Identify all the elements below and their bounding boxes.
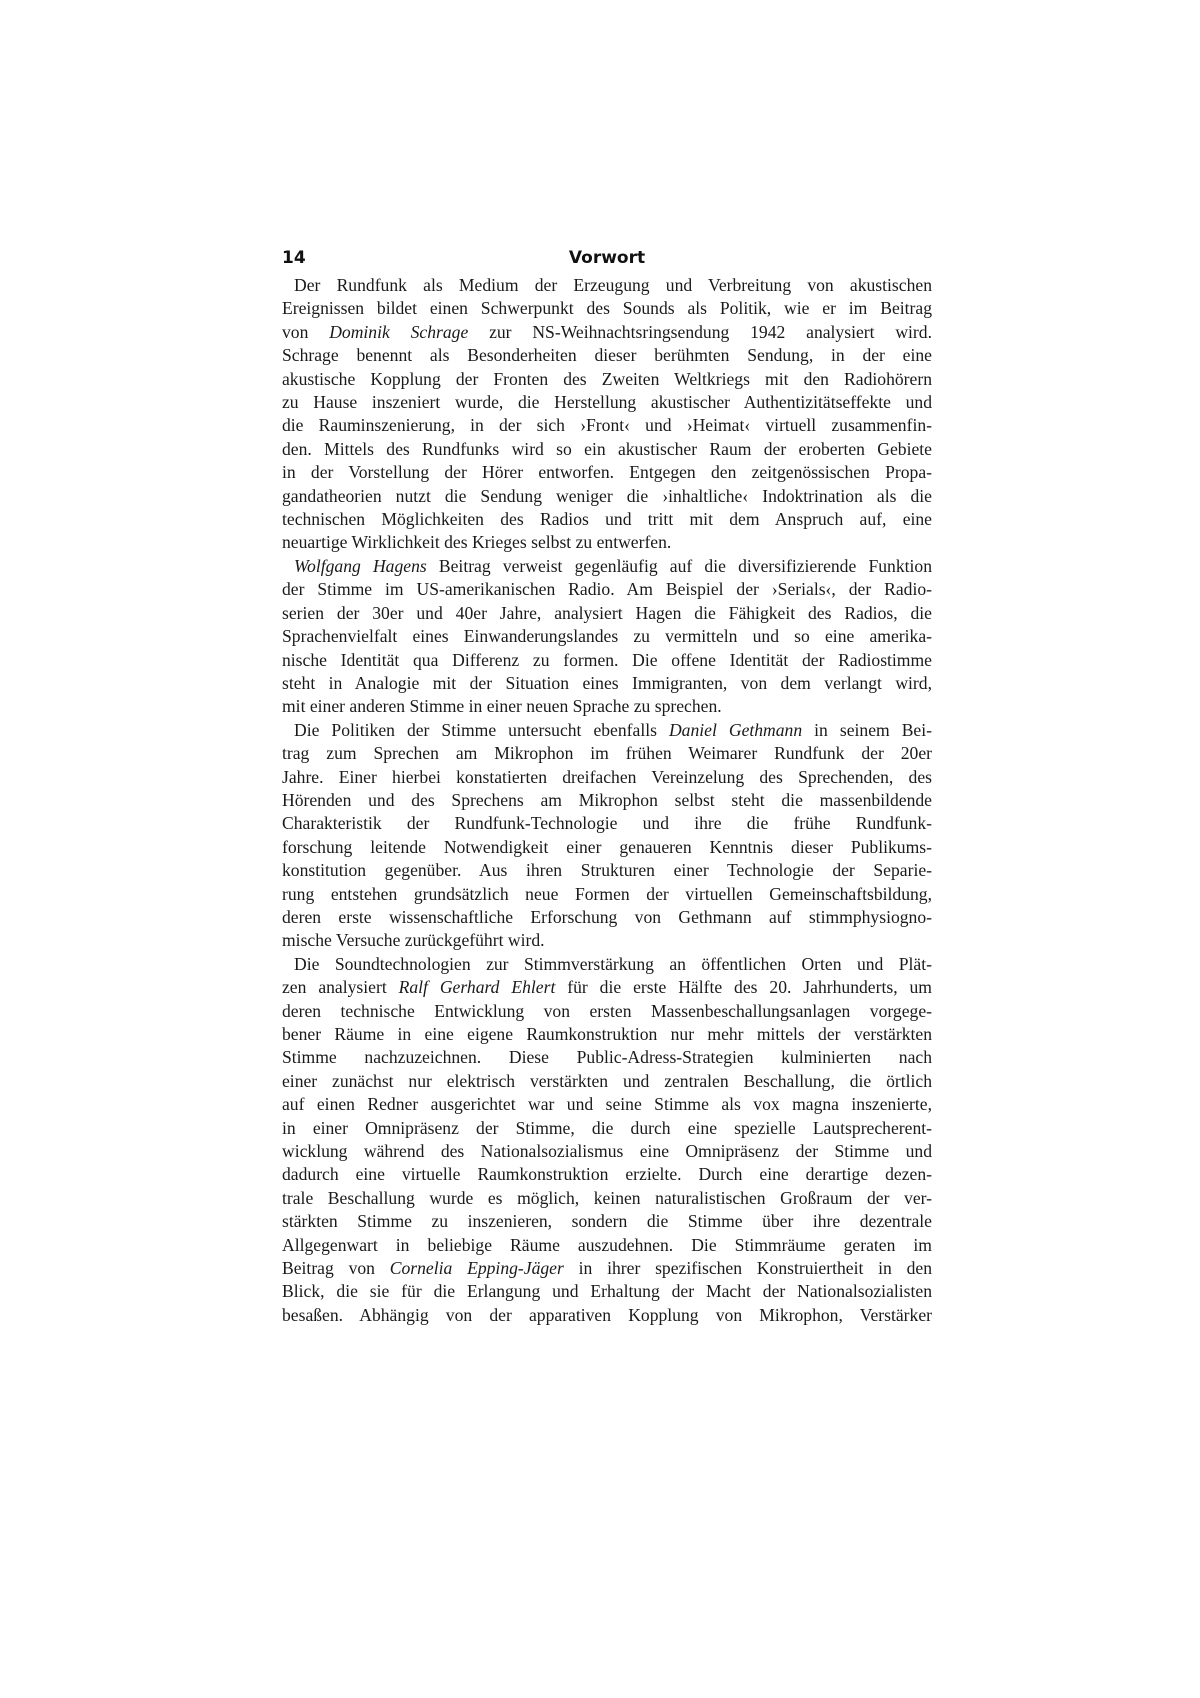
paragraph [282, 274, 932, 555]
book-page [282, 244, 932, 1327]
text-line: dadurch eine virtuelle Raumkonstruktion erzielte. Durch eine derartige dezen- [282, 1164, 932, 1185]
text-line: stärkten Stimme zu inszenieren, sondern die Stimme über ihre dezentrale [282, 1211, 932, 1232]
text-line: rung entstehen grundsätzlich neue Formen der virtuellen Gemeinschaftsbildung, [282, 883, 932, 904]
body-text [282, 274, 932, 1327]
text-line: Beitrag von Cornelia Epping-Jäger in ihrer spezifischen Konstruiertheit in den [282, 1258, 932, 1279]
text-line: in einer Omnipräsenz der Stimme, die durch eine spezielle Lautsprecherent- [282, 1117, 932, 1138]
paragraph [282, 953, 932, 1328]
text-line: deren technische Entwicklung von ersten Massenbeschallungsanlagen vorgege- [282, 1000, 932, 1021]
text-line: forschung leitende Notwendigkeit einer genaueren Kenntnis dieser Publikums- [282, 836, 932, 857]
author-name: Wolfgang Hagens [294, 555, 427, 576]
running-title: Vorwort [568, 248, 646, 268]
text-line: den. Mittels des Rundfunks wird so ein akustischer Raum der eroberten Gebiete [282, 438, 932, 459]
text-line: steht in Analogie mit der Situation eines Immigranten, von dem verlangt wird, [282, 672, 932, 693]
text-line: besaßen. Abhängig von der apparativen Kopplung von Mikrophon, Verstärker [282, 1304, 932, 1325]
text-line: serien der 30er und 40er Jahre, analysiert Hagen die Fähigkeit des Radios, die [282, 602, 932, 623]
text-line: Die Politiken der Stimme untersucht ebenfalls Daniel Gethmann in seinem Bei- [294, 719, 932, 740]
text-line: trag zum Sprechen am Mikrophon im frühen Weimarer Rundfunk der 20er [282, 743, 932, 764]
text-line: von Dominik Schrage zur NS-Weihnachtsringsendung 1942 analysiert wird. [282, 321, 932, 342]
text-line: Sprachenvielfalt eines Einwanderungslandes zu vermitteln und so eine amerika- [282, 626, 932, 647]
text-line: Stimme nachzuzeichnen. Diese Public-Adress-Strategien kulminierten nach [282, 1047, 932, 1068]
text-line: neuartige Wirklichkeit des Krieges selbst zu entwerfen. [282, 532, 672, 553]
text-line: Hörenden und des Sprechens am Mikrophon selbst steht die massenbildende [282, 789, 932, 810]
text-line: wicklung während des Nationalsozialismus eine Omnipräsenz der Stimme und [282, 1141, 932, 1162]
page-number: 14 [282, 248, 306, 268]
text-line: bener Räume in eine eigene Raumkonstruktion nur mehr mittels der verstärkten [282, 1024, 932, 1044]
text-line: nische Identität qua Differenz zu formen. Die offene Identität der Radiostimme [282, 649, 932, 670]
text-line: technischen Möglichkeiten des Radios und tritt mit dem Anspruch auf, eine [282, 509, 932, 530]
text-line: Wolfgang Hagens Beitrag verweist gegenläufig auf die diversifizierende Funktion [294, 555, 932, 576]
text-line: der Stimme im US-amerikanischen Radio. Am Beispiel der ›Serials‹, der Radio- [282, 579, 932, 600]
text-line: Blick, die sie für die Erlangung und Erhaltung der Macht der Nationalsozialisten [282, 1281, 932, 1302]
text-line: zen analysiert Ralf Gerhard Ehlert für die erste Hälfte des 20. Jahrhunderts, um [282, 977, 932, 998]
text-line: mit einer anderen Stimme in einer neuen Sprache zu sprechen. [282, 696, 722, 717]
text-line: Der Rundfunk als Medium der Erzeugung und Verbreitung von akustischen [294, 275, 932, 295]
text-line: trale Beschallung wurde es möglich, keinen naturalistischen Großraum der ver- [282, 1187, 932, 1208]
text-line: auf einen Redner ausgerichtet war und seine Stimme als vox magna inszenierte, [282, 1094, 932, 1115]
author-name: Dominik Schrage [329, 321, 469, 342]
paragraph [282, 555, 932, 719]
text-line: Die Soundtechnologien zur Stimmverstärkung an öffentlichen Orten und Plät- [294, 953, 932, 974]
text-line: Ereignissen bildet einen Schwerpunkt des Sounds als Politik, wie er im Beitrag [282, 298, 932, 319]
running-head [282, 244, 932, 274]
text-line: zu Hause inszeniert wurde, die Herstellung akustischer Authentizitätseffekte und [282, 392, 932, 413]
text-line: Schrage benennt als Besonderheiten dieser berühmten Sendung, in der eine [282, 345, 932, 366]
text-line: Charakteristik der Rundfunk-Technologie und ihre die frühe Rundfunk- [282, 813, 932, 834]
text-line: Jahre. Einer hierbei konstatierten dreifachen Vereinzelung des Sprechenden, des [282, 766, 932, 787]
text-line: akustische Kopplung der Fronten des Zweiten Weltkriegs mit den Radiohörern [282, 368, 932, 389]
text-line: mische Versuche zurückgeführt wird. [282, 930, 545, 951]
author-name: Cornelia Epping-Jäger [389, 1258, 564, 1279]
text-line: einer zunächst nur elektrisch verstärkten und zentralen Beschallung, die örtlich [282, 1070, 932, 1091]
text-line: Allgegenwart in beliebige Räume auszudehnen. Die Stimmräume geraten im [282, 1234, 932, 1255]
text-line: deren erste wissenschaftliche Erforschung von Gethmann auf stimmphysiogno- [282, 906, 932, 927]
text-line: gandatheorien nutzt die Sendung weniger die ›inhaltliche‹ Indoktrination als die [282, 485, 932, 506]
author-name: Ralf Gerhard Ehlert [398, 977, 556, 998]
paragraph [282, 719, 932, 953]
text-line: in der Vorstellung der Hörer entworfen. Entgegen den zeitgenössischen Propa- [282, 462, 932, 483]
author-name: Daniel Gethmann [668, 719, 803, 740]
text-line: die Rauminszenierung, in der sich ›Front‹ und ›Heimat‹ virtuell zusammenfin- [282, 415, 932, 436]
text-line: konstitution gegenüber. Aus ihren Strukturen einer Technologie der Separie- [282, 860, 932, 881]
